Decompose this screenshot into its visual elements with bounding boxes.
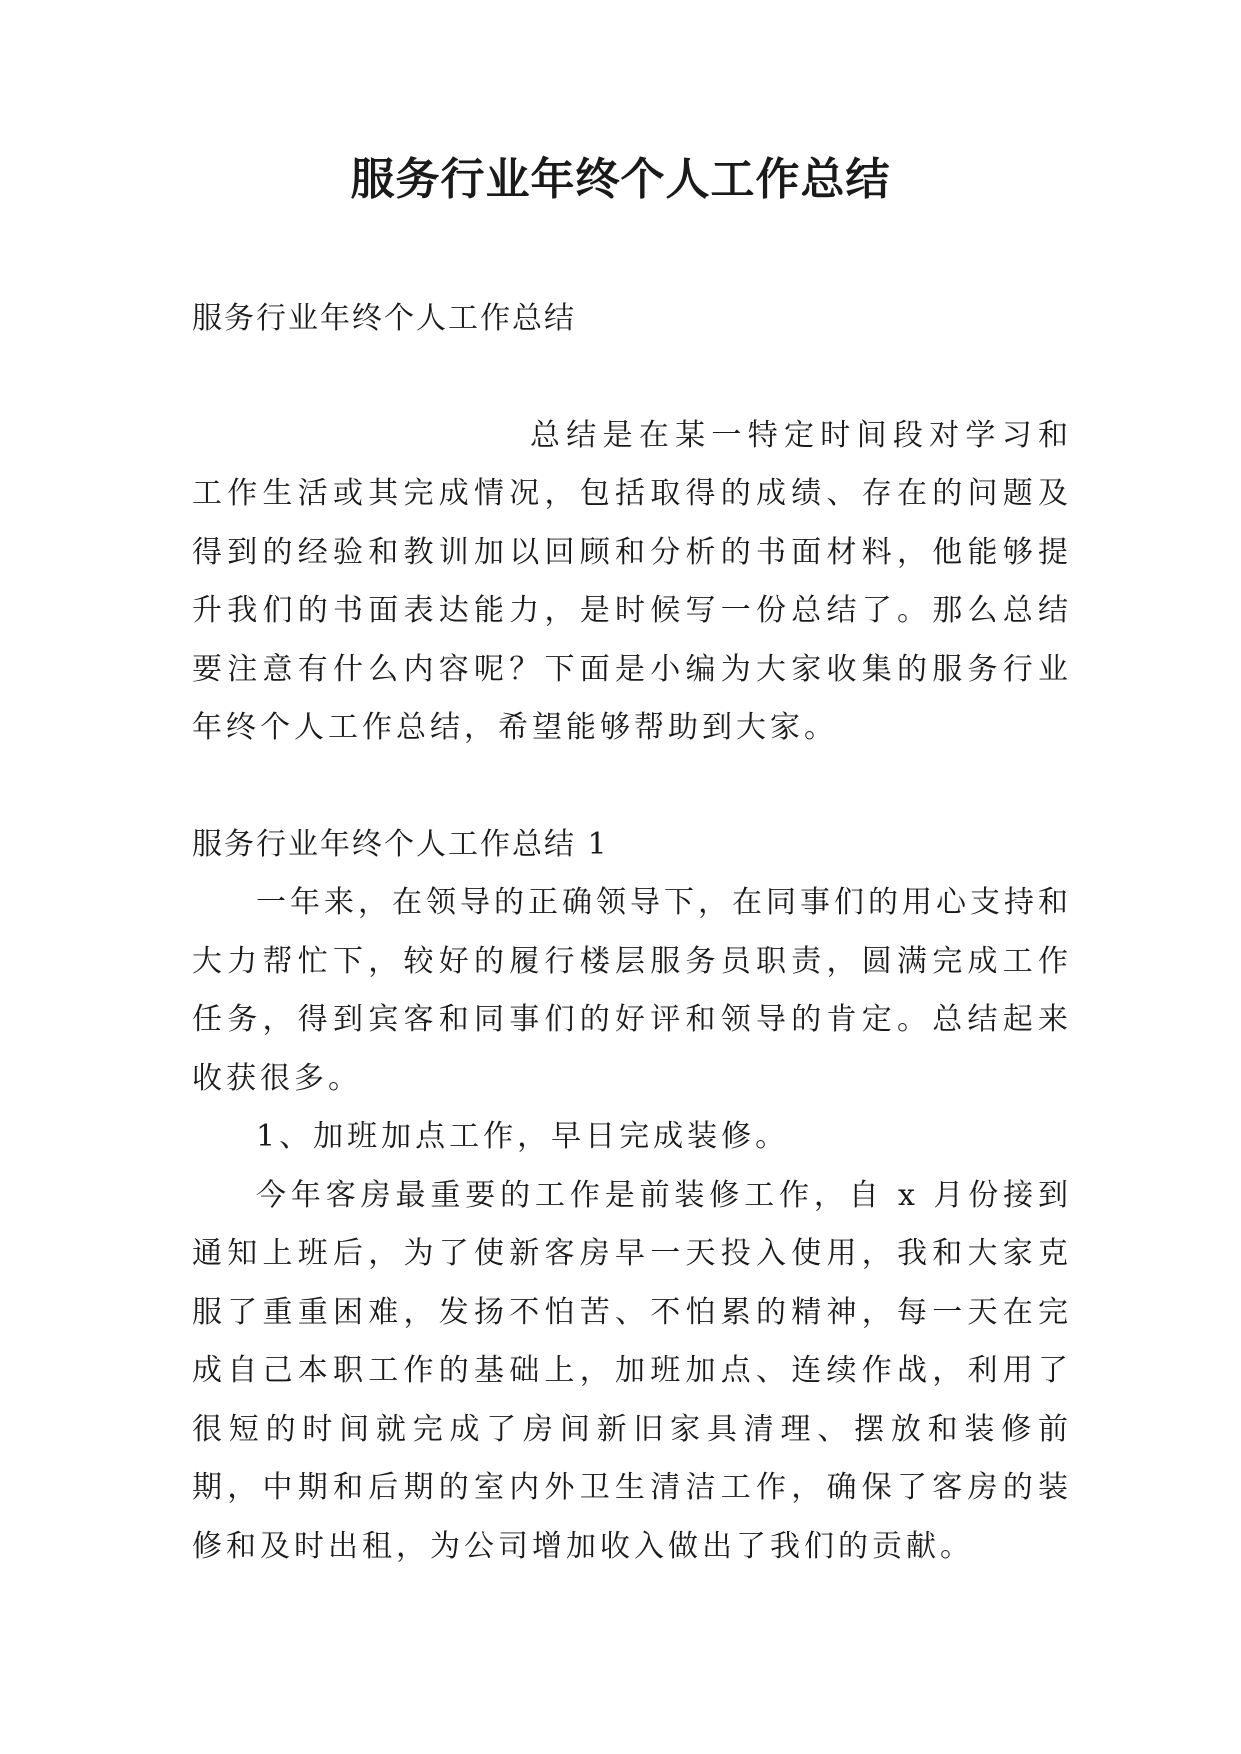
document-title: 服务行业年终个人工作总结	[350, 154, 891, 205]
intro-paragraph: 总结是在某一特定时间段对学习和工作生活或其完成情况，包括取得的成绩、存在的问题及得到的经验和教训加以回顾和分析的书面材料，他能够提升我们的书面表达能力，是时候写一份总结了。那么总结要注意有什么内容呢？下面是小编为大家收集的服务行业年终个人工作总结，希望能够帮助到大家。	[192, 417, 1072, 745]
list-item-heading: 1、加班加点工作，早日完成装修。	[256, 1119, 790, 1154]
document-subtitle: 服务行业年终个人工作总结	[192, 301, 576, 336]
section-heading: 服务行业年终个人工作总结 1	[192, 826, 609, 862]
body-paragraph: 一年来，在领导的正确领导下，在同事们的用心支持和大力帮忙下，较好的履行楼层服务员职责，圆满完成工作任务，得到宾客和同事们的好评和领导的肯定。总结起来收获很多。	[192, 885, 1072, 1096]
document-body	[192, 290, 1072, 1576]
body-paragraph: 今年客房最重要的工作是前装修工作，自 x 月份接到通知上班后，为了使新客房早一天投入使用，我和大家克服了重重困难，发扬不怕苦、不怕累的精神，每一天在完成自己本职工作的基础上，加班加点、连续作战，利用了很短的时间就完成了房间新旧家具清理、摆放和装修前期，中期和后期的室内外卫生清洁工作，确保了客房的装修和及时出租，为公司增加收入做出了我们的贡献。	[192, 1177, 1072, 1564]
